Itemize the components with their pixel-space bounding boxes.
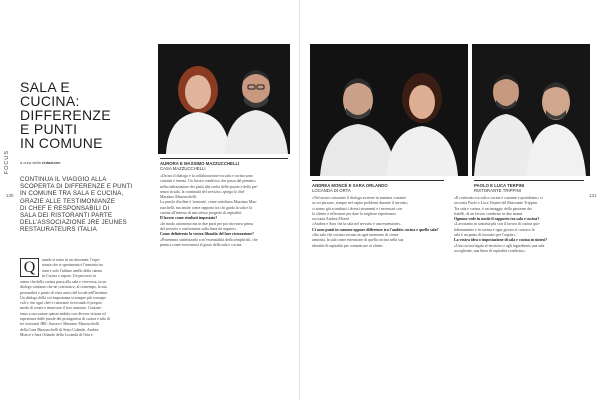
dropcap: Q <box>20 258 39 277</box>
photo-caption-1 <box>160 158 288 172</box>
body-line: la cliente a riflessioni per dare la migliore esperienza» <box>312 211 397 216</box>
body-line: in Cucina e sapore. Un percorso in <box>42 273 96 278</box>
body-line: Tra sala e cucina, è un omaggio della passione dei <box>454 206 532 211</box>
photo-trippini <box>472 44 590 176</box>
body-line: su sei persone, sempre nel capire problemi durante il servizio, <box>312 201 409 206</box>
body-line: «Potremmo sintetizzarla con 'essenzialità della semplicità', che <box>160 237 258 242</box>
body-text-trippini <box>454 196 586 254</box>
photo-trippini-image <box>472 44 590 176</box>
question: Come definireste la vostra filosofia del fare ristorazione? <box>160 232 254 237</box>
body-text-left <box>20 280 144 338</box>
intro-line: DI CHEF E RESPONSABILI DI <box>20 204 110 212</box>
body-line: «Nel nostro ristorante il dialogo avviene in maniera costante <box>312 196 406 200</box>
caption-restaurant: CASA MAZZUCCHELLI <box>160 166 206 172</box>
intro-line: RESTAURATEURS ITALIA <box>20 226 97 234</box>
body-line: tre ristoranti JRE: Aurora e Massimo Mazzucchelli <box>20 322 100 327</box>
byline <box>20 160 60 165</box>
body-line: zucchelli, ma anche come rapporto tra chi guida la sala e la <box>160 205 253 210</box>
photo-orta-image <box>310 44 468 176</box>
body-line: della Casa Mazzucchelli di Sesto Calende, Andrea <box>20 327 99 332</box>
article-title <box>20 80 145 150</box>
body-line: armonia, la sala come estensione di quella cucina nella sua <box>312 238 404 243</box>
question: Ci sono punti in comune oppure differenze tra l'ambito cucina e quello sala? <box>312 227 439 232</box>
intro-line: CONTINUA IL VIAGGIO ALLA <box>20 176 107 183</box>
question: Ognuno vede in modo il rapporto tra sala e cucina? <box>454 217 540 222</box>
title-line: SALA E <box>20 79 71 95</box>
body-line: tidianamente e in cucina e ogni giorno si conosce la <box>454 227 535 232</box>
body-line: «In modo autonomo ma in due parti per poi ritrovarsi prima <box>160 221 254 226</box>
question: Il lavoro come risultati impostato? <box>160 216 218 221</box>
body-line: modo di creare e rinnovare il loro armonia. Continu- <box>20 306 102 311</box>
body-line: Un dialogo della cui importanza si sempre più consape- <box>20 295 107 300</box>
body-line: cucina all'interno di uno stesso progetto di ospitalità. <box>160 211 242 216</box>
body-line: punta a come avvicinarsi al gusto della sala e cucina. <box>160 242 243 247</box>
body-line: identità di ospitalità per comunicare ai clienti. <box>312 243 384 248</box>
photo-orta <box>310 44 468 176</box>
title-line: E PUNTI <box>20 121 78 137</box>
page-number-right: 131 <box>589 193 597 198</box>
body-line: sala è un punto di incontro per l'ospite». <box>454 233 517 238</box>
body-line: personalità e punto di vista unico del locale nell'insieme. <box>20 290 109 295</box>
body-line: ci siamo già scambiati i dovuti strumenti e i necessari con <box>312 206 402 211</box>
intro-line: SALA DEI RISTORANTI PARTE <box>20 212 113 220</box>
caption-restaurant: LOCANDA DI ORTA <box>312 188 351 194</box>
body-line: tanti e solo l'ultimo anello della catena <box>42 268 102 273</box>
photo-mazzucchelli <box>158 44 290 154</box>
body-line: fratelli, di un lavoro condiviso in due anime. <box>454 211 524 216</box>
intro-line: GRAZIE ALLE TESTIMONIANZE <box>20 197 116 205</box>
body-line: voli e che ogni chef e ristorante ricercando il proprio <box>20 301 102 306</box>
body-line: «Il confronto tra sala e cucina è costante e quotidiano» ci <box>454 196 543 200</box>
body-line: iamo a raccontare questo ambito con diverse visioni ed <box>20 311 106 316</box>
section-label: FOCUS <box>4 150 10 175</box>
intro-line: SCOPERTA DI DIFFERENZE E PUNTI <box>20 183 133 191</box>
caption-restaurant: RISTORANTE TRIPPINI <box>474 188 521 194</box>
photo-mazzucchelli-image <box>158 44 290 154</box>
title-line: DIFFERENZE <box>20 107 111 123</box>
body-line: «Sia sala che cucina cercano in ogni momento di creare <box>312 233 399 238</box>
body-line: costanti e intensi. Un lavoro condiviso che passa dal pensiero <box>160 179 256 184</box>
title-line: IN COMUNE <box>20 135 103 151</box>
body-line: racconta Paolo e Luca Terpini del Ristorante Trippini. <box>454 201 538 206</box>
question: La vostra idea o impostazione di sala e cucina in sintesi? <box>454 238 548 243</box>
photo-caption-3 <box>474 180 584 194</box>
body-line: rienza che si sperimenta è l'armonia tra <box>42 263 103 268</box>
body-line: sieme che della cucina passa alla sala e viceversa, in un <box>20 280 107 284</box>
body-line: nella realizzazione dei piatti alla scelta delle posate e della pre- <box>160 184 259 189</box>
body-line: racconta Andrea Moncé. <box>312 217 351 222</box>
caption-names: PAOLO E LUCA TERPINI <box>474 183 525 188</box>
intro-text <box>20 176 138 234</box>
byline-author: redazione <box>41 160 61 165</box>
body-text-orta <box>312 196 450 249</box>
photo-caption-2 <box>312 180 444 194</box>
body-line: Moncé e Sara Orlando della Locanda di Orta e <box>20 332 93 337</box>
caption-names: AURORA E MASSIMO MAZZUCCHELLI <box>160 161 240 166</box>
body-line: del servizio e confrontarsi sulla linea da seguire». <box>160 226 238 231</box>
intro-line: DELL'ASSOCIAZIONE JRE JEUNES <box>20 219 127 227</box>
body-text-intro <box>42 258 144 279</box>
body-text-middle <box>160 174 290 248</box>
byline-prefix: a cura della <box>20 160 41 165</box>
body-line: Massimo Mazzucchelli. <box>160 195 198 200</box>
right-page <box>300 0 600 400</box>
body-line: dialogo continuo che ne costituisce, al contempo, la sua <box>20 285 107 290</box>
body-line: La parola d'ordine è 'armonia', come sottolinea Massimo Maz- <box>160 200 258 205</box>
intro-line: IN COMUNE TRA SALA E CUCINA, <box>20 190 124 198</box>
body-line: «Lavoriamo in sintonia più con il lavoro di cucina quo- <box>454 222 541 227</box>
body-line: «Andrea e Sara che la sala nel servizio è una estensione». <box>312 222 402 227</box>
body-line: «Una cucina legata al territorio e agli ingredienti, una sala <box>454 243 545 248</box>
body-line: uando si entra in un ristorante, l'espe- <box>42 258 101 262</box>
body-line: «Da noi il dialogo e la collaborazione tra sala e cucina sono <box>160 174 253 178</box>
body-line: senza in sala, la continuità del servizio» spiega lo chef <box>160 189 245 194</box>
title-line: CUCINA: <box>20 93 80 109</box>
body-line: esperienze dalle parole dei protagonisti di cucina e sala di <box>20 317 110 322</box>
page-number-left: 130 <box>6 193 14 198</box>
body-line: accogliente, una linea di ospitalità condivisa». <box>454 248 526 253</box>
caption-names: ANDREA MONCÉ E SARA ORLANDO <box>312 183 388 188</box>
